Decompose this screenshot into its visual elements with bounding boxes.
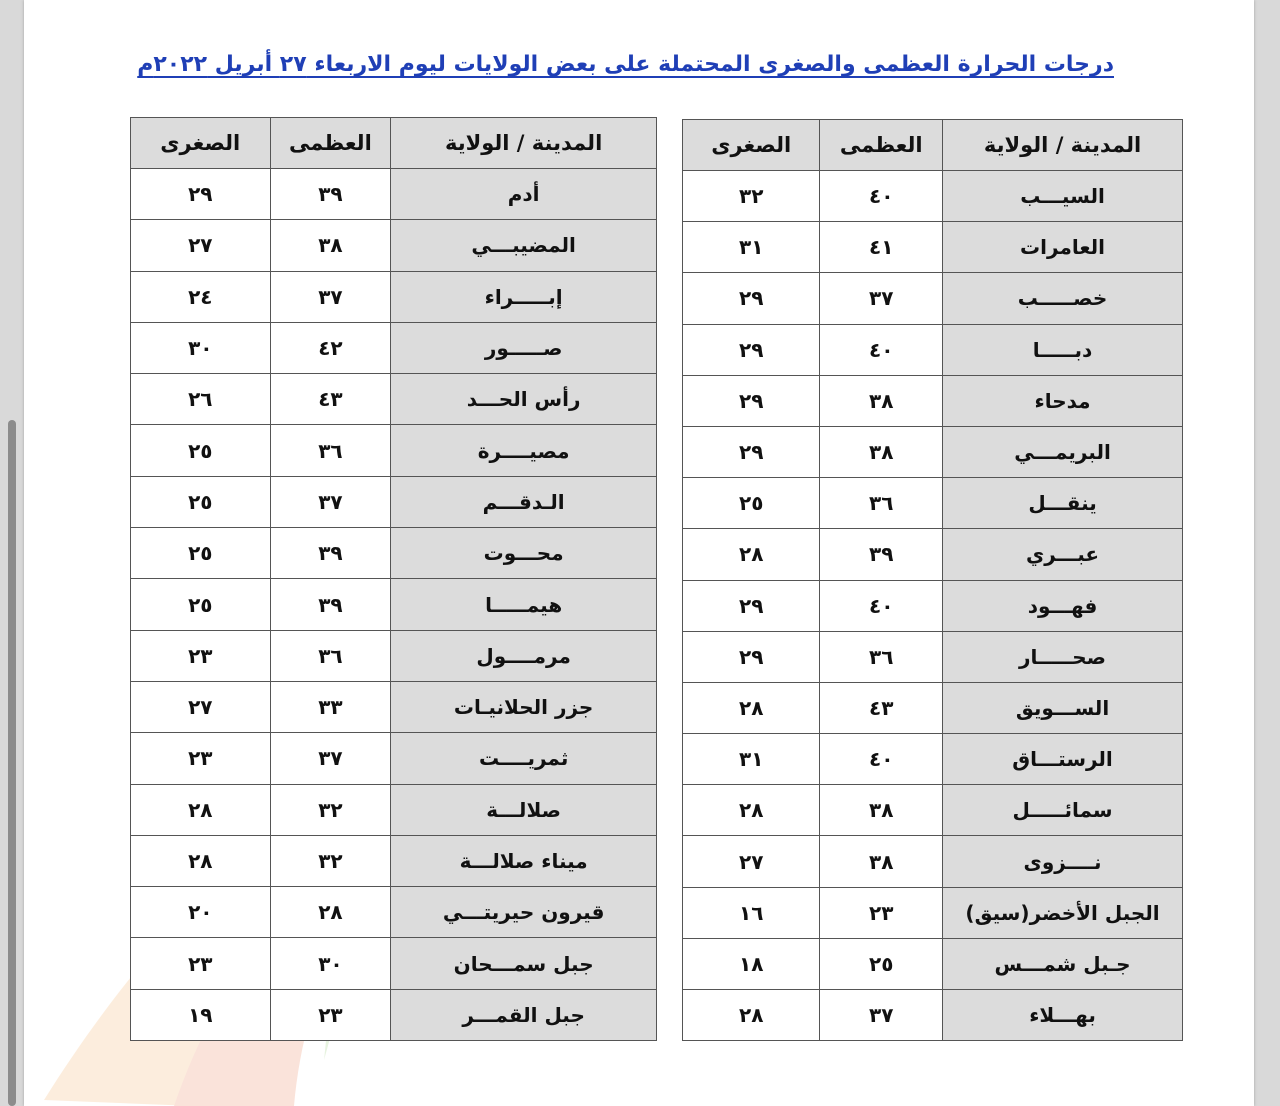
city-cell: الـدقـــم — [391, 476, 657, 527]
city-cell: نــــزوى — [943, 836, 1183, 887]
table-row — [131, 938, 657, 989]
min-temp-cell: ٢٥ — [683, 478, 820, 529]
table-row — [683, 887, 1183, 938]
city-cell: الجبل الأخضر(سيق) — [943, 887, 1183, 938]
city-cell: صحـــــار — [943, 631, 1183, 682]
max-temp-cell: ٣٧ — [270, 476, 391, 527]
min-temp-cell: ٢٣ — [131, 938, 271, 989]
table-row — [683, 836, 1183, 887]
table-row — [683, 375, 1183, 426]
max-temp-cell: ٣٧ — [270, 733, 391, 784]
max-temp-cell: ٣٠ — [270, 938, 391, 989]
city-cell: فهـــود — [943, 580, 1183, 631]
page-title: درجات الحرارة العظمى والصغرى المحتملة على بعض الولايات ليوم الاربعاء ٢٧ أبريل ٢٠٢٢م — [137, 52, 1114, 77]
header-city: المدينة / الولاية — [943, 120, 1183, 171]
city-cell: هيمـــــا — [391, 579, 657, 630]
table-row — [683, 631, 1183, 682]
min-temp-cell: ٢٨ — [683, 682, 820, 733]
max-temp-cell: ٣٧ — [270, 271, 391, 322]
table-row — [131, 989, 657, 1040]
city-cell: صـــــور — [391, 322, 657, 373]
table-row — [131, 579, 657, 630]
city-cell: أدم — [391, 169, 657, 220]
city-cell: محـــوت — [391, 528, 657, 579]
min-temp-cell: ٢٥ — [131, 579, 271, 630]
min-temp-cell: ٣٠ — [131, 322, 271, 373]
city-cell: جبل سمـــحان — [391, 938, 657, 989]
max-temp-cell: ٣٩ — [270, 528, 391, 579]
city-cell: جبل القمـــر — [391, 989, 657, 1040]
max-temp-cell: ٣٨ — [820, 836, 943, 887]
table-row — [131, 784, 657, 835]
city-cell: عبـــري — [943, 529, 1183, 580]
max-temp-cell: ٣٢ — [270, 784, 391, 835]
max-temp-cell: ٣٨ — [820, 426, 943, 477]
city-cell: المضيبـــي — [391, 220, 657, 271]
city-cell: مرمــــول — [391, 630, 657, 681]
city-cell: ينقـــل — [943, 478, 1183, 529]
min-temp-cell: ٢٩ — [683, 324, 820, 375]
max-temp-cell: ٢٥ — [820, 938, 943, 989]
table-row — [131, 835, 657, 886]
city-cell: مصيــــرة — [391, 425, 657, 476]
table-row — [683, 938, 1183, 989]
city-cell: السيـــب — [943, 171, 1183, 222]
min-temp-cell: ٢٨ — [683, 990, 820, 1041]
scrollbar[interactable] — [8, 420, 16, 1106]
table-row — [683, 990, 1183, 1041]
min-temp-cell: ٣١ — [683, 222, 820, 273]
min-temp-cell: ٢٥ — [131, 476, 271, 527]
city-cell: صلالـــة — [391, 784, 657, 835]
city-cell: جزر الحلانيـات — [391, 681, 657, 732]
max-temp-cell: ٢٨ — [270, 887, 391, 938]
max-temp-cell: ٣٨ — [820, 785, 943, 836]
max-temp-cell: ٤٣ — [820, 682, 943, 733]
min-temp-cell: ٣١ — [683, 734, 820, 785]
min-temp-cell: ٢٩ — [683, 375, 820, 426]
max-temp-cell: ٣٧ — [820, 273, 943, 324]
temperature-table-left — [130, 117, 657, 1041]
min-temp-cell: ٢٣ — [131, 630, 271, 681]
min-temp-cell: ٢٨ — [683, 529, 820, 580]
max-temp-cell: ٣٦ — [820, 631, 943, 682]
max-temp-cell: ٤٣ — [270, 374, 391, 425]
table-row — [683, 580, 1183, 631]
table-row — [131, 271, 657, 322]
city-cell: الرستـــاق — [943, 734, 1183, 785]
table-header-row — [131, 118, 657, 169]
min-temp-cell: ١٦ — [683, 887, 820, 938]
city-cell: قيرون حيريتـــي — [391, 887, 657, 938]
max-temp-cell: ٣٣ — [270, 681, 391, 732]
min-temp-cell: ٢٤ — [131, 271, 271, 322]
city-cell: العامرات — [943, 222, 1183, 273]
table-row — [131, 630, 657, 681]
max-temp-cell: ٤٠ — [820, 580, 943, 631]
city-cell: ميناء صلالـــة — [391, 835, 657, 886]
min-temp-cell: ٢٩ — [683, 580, 820, 631]
min-temp-cell: ٢٨ — [683, 785, 820, 836]
min-temp-cell: ١٩ — [131, 989, 271, 1040]
city-cell: رأس الحـــد — [391, 374, 657, 425]
table-row — [131, 887, 657, 938]
table-row — [683, 682, 1183, 733]
min-temp-cell: ٢٥ — [131, 425, 271, 476]
table-header-row — [683, 120, 1183, 171]
max-temp-cell: ٣٧ — [820, 990, 943, 1041]
min-temp-cell: ٢٣ — [131, 733, 271, 784]
max-temp-cell: ٣٩ — [270, 169, 391, 220]
header-min: الصغرى — [131, 118, 271, 169]
table-row — [683, 785, 1183, 836]
table-row — [131, 322, 657, 373]
max-temp-cell: ٢٣ — [820, 887, 943, 938]
max-temp-cell: ٣٦ — [270, 630, 391, 681]
document-page — [24, 0, 1254, 1106]
table-row — [131, 220, 657, 271]
city-cell: الســـويق — [943, 682, 1183, 733]
max-temp-cell: ٣٦ — [270, 425, 391, 476]
min-temp-cell: ٢٨ — [131, 835, 271, 886]
header-max: العظمى — [820, 120, 943, 171]
min-temp-cell: ٢٧ — [131, 681, 271, 732]
table-row — [131, 528, 657, 579]
city-cell: سمائـــــل — [943, 785, 1183, 836]
min-temp-cell: ٢٩ — [683, 273, 820, 324]
min-temp-cell: ٢٥ — [131, 528, 271, 579]
table-row — [131, 169, 657, 220]
city-cell: خصـــــب — [943, 273, 1183, 324]
min-temp-cell: ٢٧ — [683, 836, 820, 887]
city-cell: إبـــــراء — [391, 271, 657, 322]
table-row — [683, 478, 1183, 529]
table-row — [683, 222, 1183, 273]
max-temp-cell: ٤٠ — [820, 171, 943, 222]
max-temp-cell: ٣٨ — [270, 220, 391, 271]
max-temp-cell: ٣٨ — [820, 375, 943, 426]
max-temp-cell: ٣٩ — [270, 579, 391, 630]
table-row — [131, 476, 657, 527]
min-temp-cell: ٢٦ — [131, 374, 271, 425]
max-temp-cell: ٣٩ — [820, 529, 943, 580]
max-temp-cell: ٤٠ — [820, 324, 943, 375]
min-temp-cell: ١٨ — [683, 938, 820, 989]
city-cell: جـبل شمـــس — [943, 938, 1183, 989]
table-row — [683, 529, 1183, 580]
max-temp-cell: ٣٢ — [270, 835, 391, 886]
header-min: الصغرى — [683, 120, 820, 171]
table-row — [131, 733, 657, 784]
max-temp-cell: ٤١ — [820, 222, 943, 273]
min-temp-cell: ٢٨ — [131, 784, 271, 835]
table-row — [683, 273, 1183, 324]
city-cell: ثمريــــت — [391, 733, 657, 784]
table-row — [683, 734, 1183, 785]
min-temp-cell: ٢٩ — [683, 426, 820, 477]
header-max: العظمى — [270, 118, 391, 169]
max-temp-cell: ٤٢ — [270, 322, 391, 373]
table-row — [683, 426, 1183, 477]
header-city: المدينة / الولاية — [391, 118, 657, 169]
city-cell: البريمـــي — [943, 426, 1183, 477]
table-row — [683, 324, 1183, 375]
max-temp-cell: ٣٦ — [820, 478, 943, 529]
table-row — [131, 425, 657, 476]
min-temp-cell: ٢٧ — [131, 220, 271, 271]
table-row — [131, 681, 657, 732]
table-row — [683, 171, 1183, 222]
city-cell: دبـــــا — [943, 324, 1183, 375]
min-temp-cell: ٢٩ — [131, 169, 271, 220]
min-temp-cell: ٢٠ — [131, 887, 271, 938]
max-temp-cell: ٤٠ — [820, 734, 943, 785]
city-cell: مدحاء — [943, 375, 1183, 426]
temperature-table-right — [682, 119, 1183, 1041]
min-temp-cell: ٣٢ — [683, 171, 820, 222]
table-row — [131, 374, 657, 425]
city-cell: بهـــلاء — [943, 990, 1183, 1041]
min-temp-cell: ٢٩ — [683, 631, 820, 682]
max-temp-cell: ٢٣ — [270, 989, 391, 1040]
